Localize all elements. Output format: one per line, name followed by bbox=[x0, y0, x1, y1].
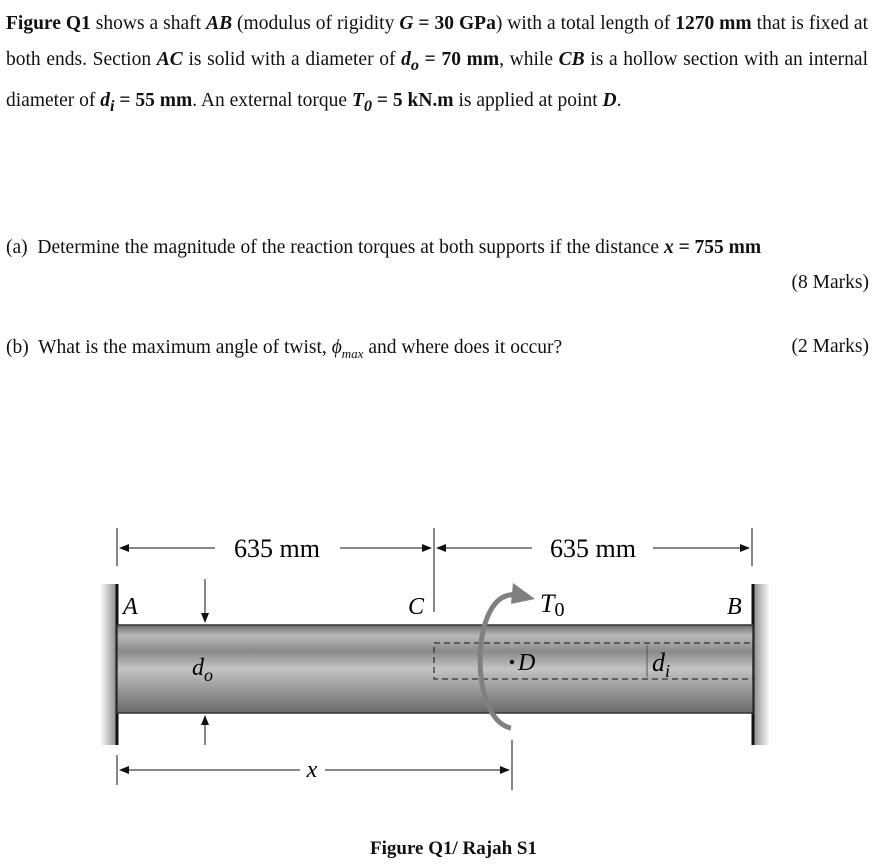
question-a-marks: (8 Marks) bbox=[791, 272, 869, 293]
torque-label: T0 bbox=[540, 589, 565, 621]
subscript: o bbox=[410, 55, 420, 74]
point-d: D bbox=[602, 89, 617, 111]
angle-symbol: ϕ bbox=[331, 337, 342, 358]
text: ) with a total length of bbox=[495, 13, 676, 34]
label-d: D bbox=[518, 650, 536, 676]
modulus-symbol: G bbox=[399, 13, 414, 34]
distance-x-label: x bbox=[306, 757, 318, 783]
question-b-text: What is the maximum angle of twist, bbox=[38, 337, 332, 358]
right-wall bbox=[753, 584, 770, 745]
question-a-text: Determine the magnitude of the reaction torques at both supports if the distance bbox=[37, 237, 664, 258]
outer-diameter-label: $d_o$ bbox=[192, 655, 213, 685]
section-cb: CB bbox=[558, 49, 585, 70]
distance-symbol: x bbox=[663, 237, 674, 258]
subscript: i bbox=[109, 96, 115, 115]
subscript: 0 bbox=[363, 96, 373, 115]
outer-diameter-symbol: d bbox=[401, 49, 411, 70]
question-b-label: (b) bbox=[6, 337, 29, 358]
label-c: C bbox=[408, 594, 425, 620]
text: . bbox=[616, 89, 622, 111]
length-value: 1270 mm bbox=[675, 13, 752, 34]
inner-diameter-label: $d_i$ bbox=[652, 648, 671, 681]
section-ac: AC bbox=[156, 49, 183, 70]
question-b-text: and where does it occur? bbox=[363, 337, 563, 358]
text: is solid with a diameter of bbox=[182, 49, 402, 70]
label-a: A bbox=[123, 594, 138, 620]
distance-value: = 755 mm bbox=[673, 237, 762, 258]
text: is a hollow section with an internal diameter of bbox=[6, 49, 868, 111]
text: . An external torque bbox=[192, 89, 352, 111]
modulus-value: = 30 GPa bbox=[413, 13, 496, 34]
text: that is fixed at both ends. Section bbox=[6, 13, 868, 70]
text: , while bbox=[499, 49, 559, 70]
figure-caption: Figure Q1/ Rajah S1 bbox=[370, 838, 537, 859]
text: is applied at point bbox=[453, 89, 603, 111]
shaft-label: AB bbox=[206, 13, 233, 34]
label-b: B bbox=[727, 594, 742, 620]
torque-value: = 5 kN.m bbox=[372, 89, 454, 111]
dimension-right: 635 mm bbox=[550, 534, 636, 563]
outer-diameter-value: = 70 mm bbox=[419, 49, 500, 70]
question-b-marks: (2 Marks) bbox=[791, 336, 869, 357]
dimension-left: 635 mm bbox=[234, 534, 320, 563]
question-a-label: (a) bbox=[6, 237, 28, 258]
torque-symbol: T bbox=[351, 89, 364, 111]
subscript: max bbox=[341, 345, 364, 361]
text: (modulus of rigidity bbox=[232, 13, 400, 34]
text: shows a shaft bbox=[90, 13, 207, 34]
inner-diameter-value: = 55 mm bbox=[114, 89, 193, 111]
inner-diameter-symbol: d bbox=[100, 89, 110, 111]
left-wall bbox=[100, 584, 117, 745]
figure-ref: Figure Q1 bbox=[6, 13, 91, 34]
